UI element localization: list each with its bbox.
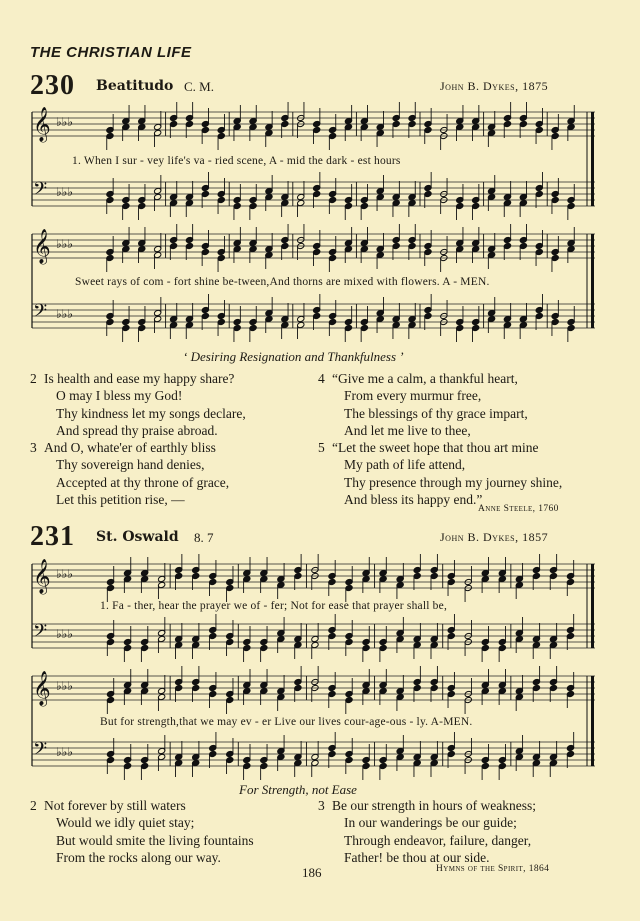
tune-name-230: Beatitudo [96, 78, 174, 94]
verse-text: “Let the sweet hope that thou art mine [332, 440, 539, 456]
verse-line [30, 491, 246, 508]
verse-number: 3 [318, 798, 325, 813]
verse-number: 4 [318, 371, 325, 386]
key-signature-icon: ♭♭♭ [56, 745, 73, 759]
key-signature-icon: ♭♭♭ [56, 627, 73, 641]
verse-line [318, 797, 536, 814]
verse-line [30, 849, 254, 866]
composer-230: John B. Dykes, 1875 [440, 79, 549, 93]
verse-line [30, 456, 246, 473]
bass-clef-icon: 𝄢 [33, 621, 48, 646]
key-signature-icon: ♭♭♭ [56, 115, 73, 129]
verse-text: In our wanderings be our guide; [344, 815, 517, 831]
key-signature-icon: ♭♭♭ [56, 185, 73, 199]
attribution-230: Anne Steele, 1760 [478, 504, 559, 514]
hymn-number-230: 230 [30, 70, 75, 101]
verse-number: 2 [30, 371, 37, 386]
verse-text: Through endeavor, failure, danger, [344, 832, 532, 848]
treble-clef-icon: 𝄞 [33, 107, 51, 142]
verse-line [318, 422, 562, 439]
verse-line [30, 405, 246, 422]
key-signature-icon: ♭♭♭ [56, 567, 73, 581]
composer-231: John B. Dykes, 1857 [440, 530, 549, 544]
key-signature-icon: ♭♭♭ [56, 679, 73, 693]
verse-line [318, 439, 562, 456]
verse-line [30, 439, 246, 456]
bass-clef-icon: 𝄢 [33, 179, 48, 204]
verse-text: O may I bless my God! [56, 388, 183, 404]
verse-text: Would we idly quiet stay; [56, 815, 195, 831]
verse-line [30, 387, 246, 404]
verses-right-231 [318, 797, 536, 866]
verse-text: Thy presence through my journey shine, [344, 474, 563, 490]
section-title: THE CHRISTIAN LIFE [30, 44, 192, 61]
page-number: 186 [302, 865, 322, 880]
verse-text: Accepted at thy throne of grace, [56, 474, 230, 490]
lyrics-231-line1: 1. Fa - ther, hear the prayer we of - fer; Not for ease that prayer shall be, [100, 600, 448, 612]
verse-text: And bless its happy end.” [344, 492, 483, 508]
final-barline [591, 112, 594, 206]
verse-line [30, 474, 246, 491]
bass-clef-icon: 𝄢 [33, 301, 48, 326]
verse-line [318, 814, 536, 831]
verses-right-230 [318, 370, 562, 508]
verse-text: And spread thy praise abroad. [56, 422, 218, 438]
lyrics-230-line1: 1. When I sur - vey life's va - ried scene, A - mid the dark - est hours [72, 155, 401, 167]
verse-text: Is health and ease my happy share? [44, 371, 235, 386]
final-barline [591, 676, 594, 766]
verse-text: Not forever by still waters [44, 798, 186, 813]
tune-name-231: St. Oswald [96, 529, 179, 545]
verse-text: “Give me a calm, a thankful heart, [332, 371, 518, 386]
treble-clef-icon: 𝄞 [33, 229, 51, 264]
attribution-231: Hymns of the Spirit, 1864 [436, 864, 550, 874]
key-signature-icon: ♭♭♭ [56, 237, 73, 251]
verse-text: From every murmur free, [344, 388, 482, 404]
verse-text: My path of life attend, [344, 457, 466, 473]
verse-line [318, 370, 562, 387]
verse-text: Thy kindness let my songs declare, [56, 405, 246, 421]
treble-clef-icon: 𝄞 [33, 671, 51, 706]
lyrics-230-line2: Sweet rays of com - fort shine be-tween,And thorns are mixed with flowers. A - MEN. [75, 276, 490, 288]
verse-text: And O, whate'er of earthly bliss [44, 440, 216, 456]
verse-line [30, 370, 246, 387]
final-barline [591, 564, 594, 648]
verse-line [30, 832, 254, 849]
treble-clef-icon: 𝄞 [33, 559, 51, 594]
verse-text: And let me live to thee, [344, 422, 471, 438]
verse-text: Father! be thou at our side. [344, 849, 490, 865]
verse-text: From the rocks along our way. [56, 849, 221, 865]
hymn-subtitle-231: For Strength, not Ease [239, 782, 357, 797]
verse-line [30, 422, 246, 439]
verse-line [318, 387, 562, 404]
bass-clef-icon: 𝄢 [33, 739, 48, 764]
meter-230: C. M. [184, 79, 214, 94]
hymn-subtitle-230: ‘ Desiring Resignation and Thankfulness ’ [183, 349, 404, 364]
verses-left-231 [30, 797, 254, 866]
verse-number: 2 [30, 798, 37, 813]
verse-line [318, 405, 562, 422]
lyrics-231-line2: But for strength,that we may ev - er Live our lives cour-age-ous - ly. A-MEN. [100, 716, 473, 728]
verse-line [318, 832, 536, 849]
verse-line [30, 814, 254, 831]
verse-line [30, 797, 254, 814]
verse-text: The blessings of thy grace impart, [344, 405, 528, 421]
verses-left-230 [30, 370, 246, 508]
verse-line [318, 456, 562, 473]
final-barline [591, 234, 594, 328]
meter-231: 8. 7 [194, 530, 214, 545]
hymn-number-231: 231 [30, 521, 75, 552]
verse-line [318, 474, 562, 491]
verse-text: Be our strength in hours of weakness; [332, 798, 536, 813]
verse-number: 3 [30, 440, 37, 456]
key-signature-icon: ♭♭♭ [56, 307, 73, 321]
verse-text: Thy sovereign hand denies, [56, 457, 205, 473]
verse-text: Let this petition rise, — [56, 492, 185, 508]
verse-text: But would smite the living fountains [56, 832, 254, 848]
verse-number: 5 [318, 440, 325, 456]
